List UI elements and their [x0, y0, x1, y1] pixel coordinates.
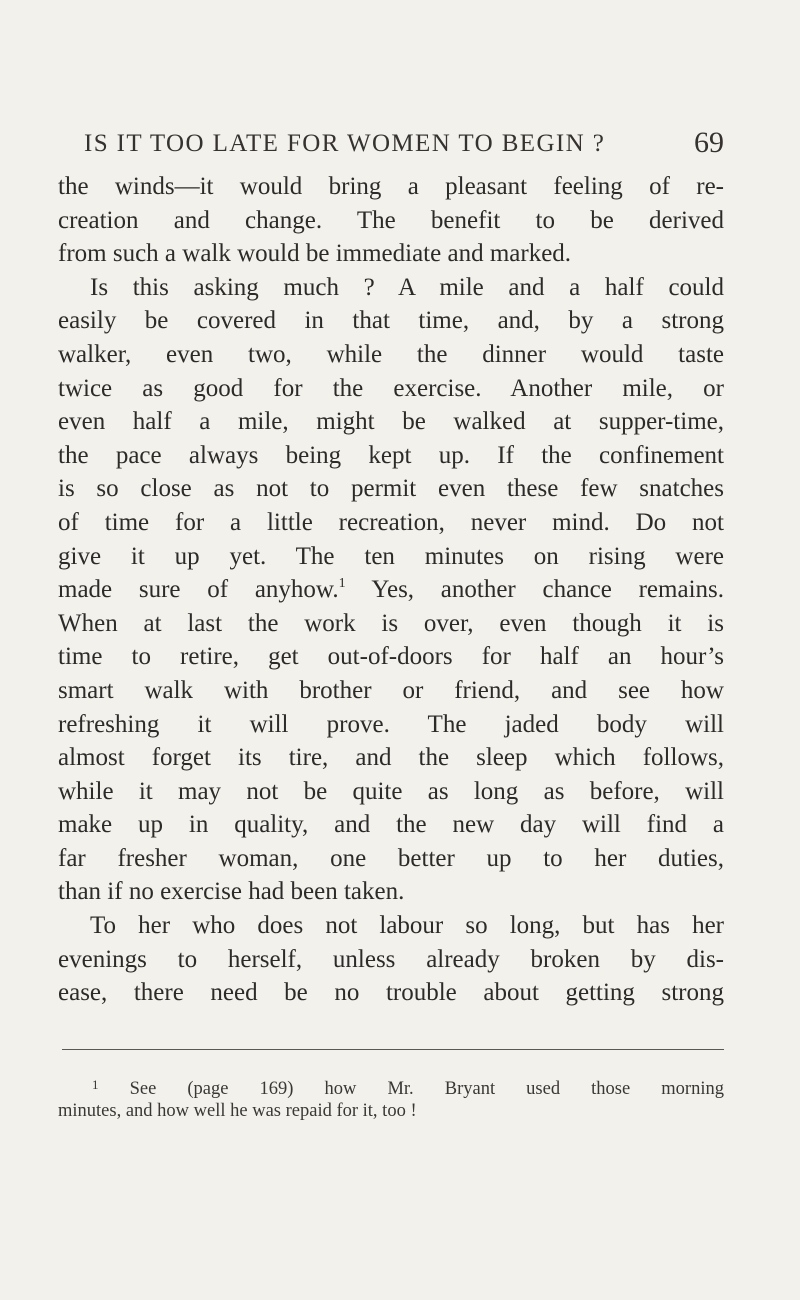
text-line: twice as good for the exercise. Another mile, or	[58, 374, 724, 402]
text-line: than if no exercise had been taken.	[58, 878, 405, 906]
text-line: Is this asking much ? A mile and a half could	[90, 273, 724, 301]
footnote-rule	[62, 1049, 724, 1050]
chapter-title: IS IT TOO LATE FOR WOMEN TO BEGIN ?	[84, 130, 606, 157]
text-line: of time for a little recreation, never mind. Do not	[58, 508, 724, 536]
text-line: far fresher woman, one better up to her duties,	[58, 844, 724, 872]
text-line: When at last the work is over, even though it is	[58, 609, 724, 637]
text-fragment: Yes, another chance remains.	[371, 576, 724, 604]
text-line: while it may not be quite as long as before, will	[58, 777, 724, 805]
footnote-line	[58, 1071, 724, 1098]
text-line: make up in quality, and the new day will find a	[58, 811, 724, 839]
text-line: walker, even two, while the dinner would taste	[58, 340, 724, 368]
text-line: creation and change. The benefit to be derived	[58, 206, 724, 234]
text-line: almost forget its tire, and the sleep which follows,	[58, 744, 724, 772]
footnote-marker: 1	[92, 1077, 99, 1092]
text-line: smart walk with brother or friend, and see how	[58, 676, 724, 704]
footnote-line: minutes, and how well he was repaid for it, too !	[58, 1101, 417, 1121]
text-fragment: made sure of anyhow.	[58, 576, 339, 604]
text-line: time to retire, get out-of-doors for half an hour’s	[58, 643, 724, 671]
body-text	[58, 170, 724, 1010]
text-line: ease, there need be no trouble about getting strong	[58, 979, 724, 1007]
footnote	[58, 1071, 724, 1125]
text-line: the pace always being kept up. If the confinement	[58, 441, 724, 469]
running-head	[84, 126, 724, 166]
page-number: 69	[694, 126, 724, 159]
text-line: the winds—it would bring a pleasant feeling of re-	[58, 173, 724, 200]
text-line: To her who does not labour so long, but has her	[90, 912, 724, 940]
text-line: is so close as not to permit even these few snatches	[58, 475, 724, 503]
text-line: refreshing it will prove. The jaded body will	[58, 710, 724, 738]
footnote-reference[interactable]: 1	[338, 576, 346, 592]
text-line: from such a walk would be immediate and marked.	[58, 240, 572, 268]
text-line: give it up yet. The ten minutes on rising were	[58, 542, 724, 570]
footnote-text: See (page 169) how Mr. Bryant used those morning	[129, 1079, 724, 1098]
text-line: easily be covered in that time, and, by a strong	[58, 307, 724, 335]
text-line: even half a mile, might be walked at supper-time,	[58, 408, 724, 436]
text-line-with-footnote	[58, 573, 724, 607]
text-line: evenings to herself, unless already broken by dis-	[58, 945, 724, 973]
